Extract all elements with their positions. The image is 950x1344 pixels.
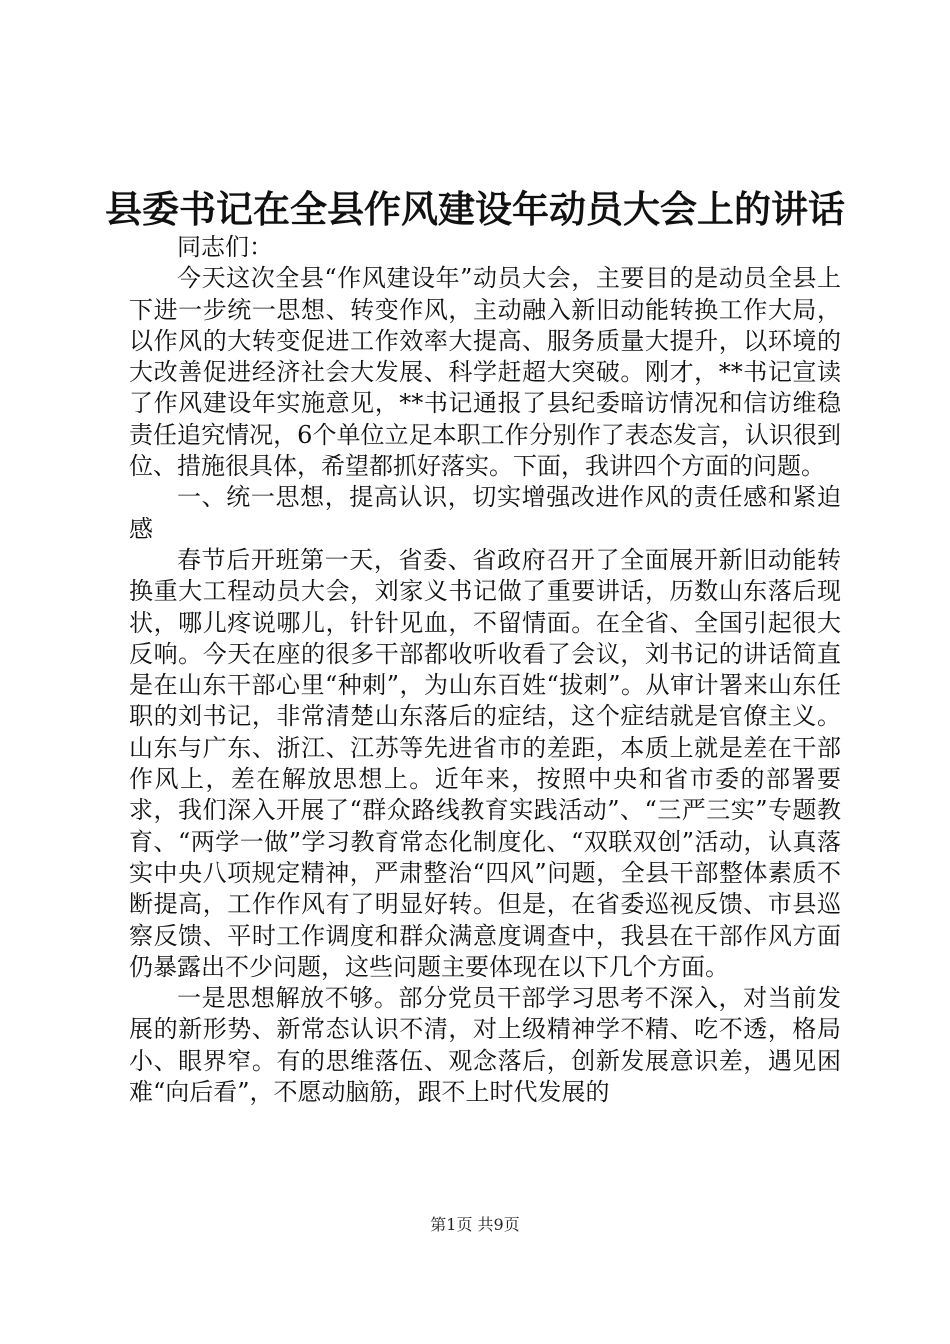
section-heading-one: 一、统一思想，提高认识，切实增强改进作风的责任感和紧迫感 [129, 483, 841, 543]
document-body [129, 232, 841, 1108]
salutation-paragraph: 同志们： [177, 233, 273, 261]
intro-paragraph: 今天这次全县“作风建设年”动员大会，主要目的是动员全县上下进一步统一思想、转变作风，主动融入新旧动能转换工作大局，以作风的大转变促进工作效率大提高、服务质量大提升，以环境的大改善促进经济社会大发展、科学赶超大突破。刚才，**书记宣读了作风建设年实施意见，**书记通报了县纪委暗访情况和信访维稳责任追究情况，6个单位立足本职工作分别作了表态发言，认识很到位、措施很具体，希望都抓好落实。下面，我讲四个方面的问题。 [129, 264, 841, 481]
page-number-footer: 第1页 共9页 [430, 1215, 520, 1234]
document-title: 县委书记在全县作风建设年动员大会上的讲话 [105, 187, 845, 231]
body-paragraph: 春节后开班第一天，省委、省政府召开了全面展开新旧动能转换重大工程动员大会，刘家义书记做了重要讲话，历数山东落后现状，哪儿疼说哪儿，针针见血，不留情面。在全省、全国引起很大反响。今天在座的很多干部都收听收看了会议，刘书记的讲话简直是在山东干部心里“种刺”，为山东百姓“拔刺”。从审计署来山东任职的刘书记，非常清楚山东落后的症结，这个症结就是官僚主义。山东与广东、浙江、江苏等先进省市的差距，本质上就是差在干部作风上，差在解放思想上。近年来，按照中央和省市委的部署要求，我们深入开展了“群众路线教育实践活动”、“三严三实”专题教育、“两学一做”学习教育常态化制度化、“双联双创”活动，认真落实中央八项规定精神，严肃整治“四风”问题，全县干部整体素质不断提高，工作作风有了明显好转。但是，在省委巡视反馈、市县巡察反馈、平时工作调度和群众满意度调查中，我县在干部作风方面仍暴露出不少问题，这些问题主要体现在以下几个方面。 [129, 545, 841, 981]
body-paragraph: 一是思想解放不够。部分党员干部学习思考不深入，对当前发展的新形势、新常态认识不清，对上级精神学不精、吃不透，格局小、眼界窄。有的思维落伍、观念落后，创新发展意识差，遇见困难“向后看”，不愿动脑筋，跟不上时代发展的 [129, 984, 841, 1107]
